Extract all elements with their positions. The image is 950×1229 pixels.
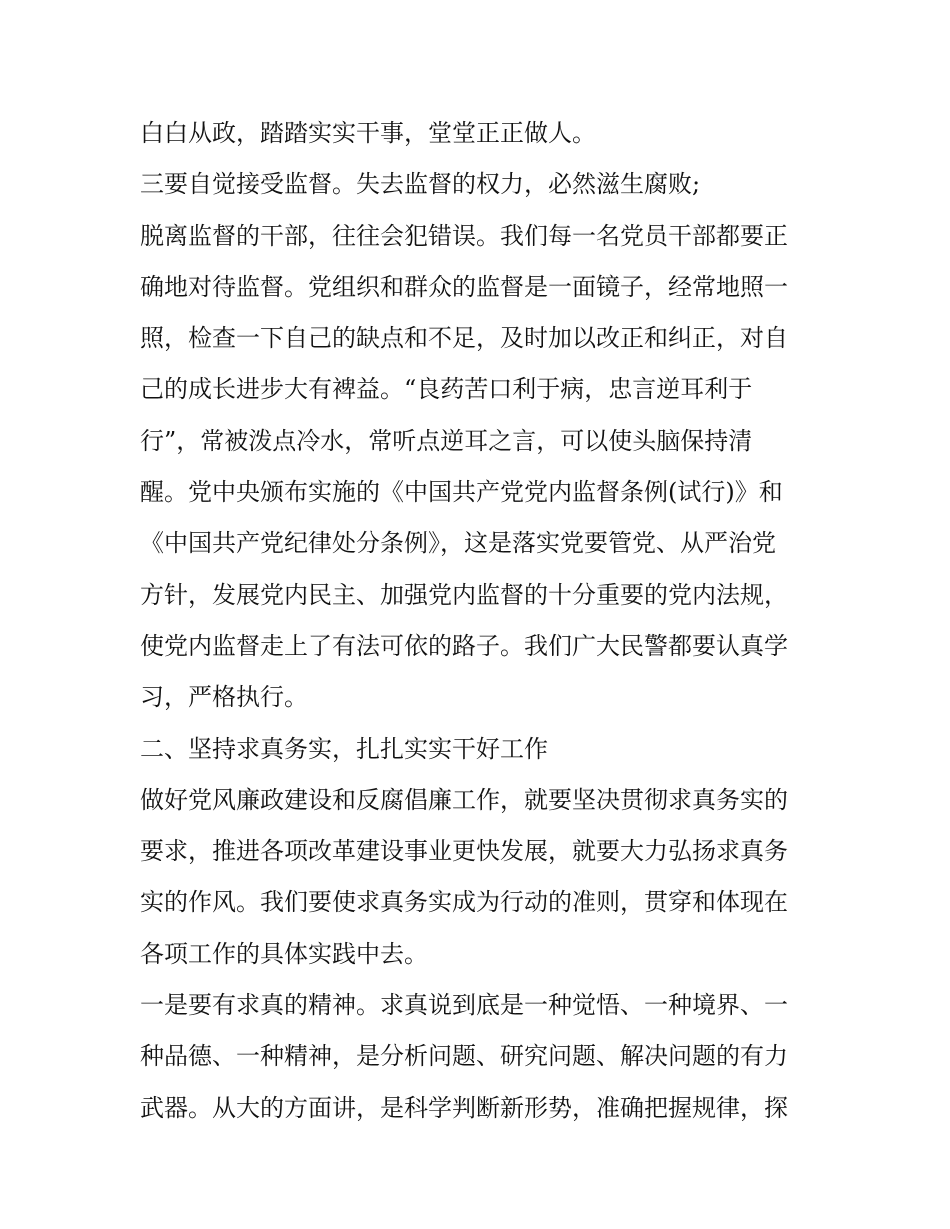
- text-line: 三要自觉接受监督。失去监督的权力，必然滋生腐败;: [140, 170, 701, 199]
- text-line: 照，检查一下自己的缺点和不足，及时加以改正和纠正，对自: [140, 324, 788, 353]
- text-line: 武器。从大的方面讲，是科学判断新形势，准确把握规律，探: [140, 1093, 788, 1122]
- text-line: 实的作风。我们要使求真务实成为行动的准则，贯穿和体现在: [140, 888, 788, 917]
- text-line: 方针，发展党内民主、加强党内监督的十分重要的党内法规，: [140, 580, 788, 609]
- text-line: 脱离监督的干部，往往会犯错误。我们每一名党员干部都要正: [140, 221, 788, 250]
- text-line: 白白从政，踏踏实实干事，堂堂正正做人。: [140, 119, 596, 147]
- text-line: 己的成长进步大有裨益。“良药苦口利于病，忠言逆耳利于: [140, 375, 753, 404]
- section-heading: 二、坚持求真务实，扎扎实实干好工作: [140, 734, 548, 763]
- text-line: 各项工作的具体实践中去。: [140, 939, 428, 968]
- text-line: 确地对待监督。党组织和群众的监督是一面镜子，经常地照一: [140, 272, 788, 301]
- text-line: 《中国共产党纪律处分条例》，这是落实党要管党、从严治党: [140, 529, 776, 558]
- text-line: 做好党风廉政建设和反腐倡廉工作，就要坚决贯彻求真务实的: [140, 785, 788, 814]
- text-line: 种品德、一种精神，是分析问题、研究问题、解决问题的有力: [140, 1042, 788, 1071]
- text-line: 使党内监督走上了有法可依的路子。我们广大民警都要认真学: [140, 631, 788, 660]
- text-line: 要求，推进各项改革建设事业更快发展，就要大力弘扬求真务: [140, 837, 788, 866]
- text-line: 习，严格执行。: [140, 683, 308, 712]
- text-line: 一是要有求真的精神。求真说到底是一种觉悟、一种境界、一: [140, 991, 788, 1020]
- text-line: 行”，常被泼点冷水，常听点逆耳之言，可以使头脑保持清: [140, 426, 753, 455]
- text-line: 醒。党中央颁布实施的《中国共产党党内监督条例(试行)》和: [140, 478, 783, 507]
- document-body: [140, 108, 820, 1134]
